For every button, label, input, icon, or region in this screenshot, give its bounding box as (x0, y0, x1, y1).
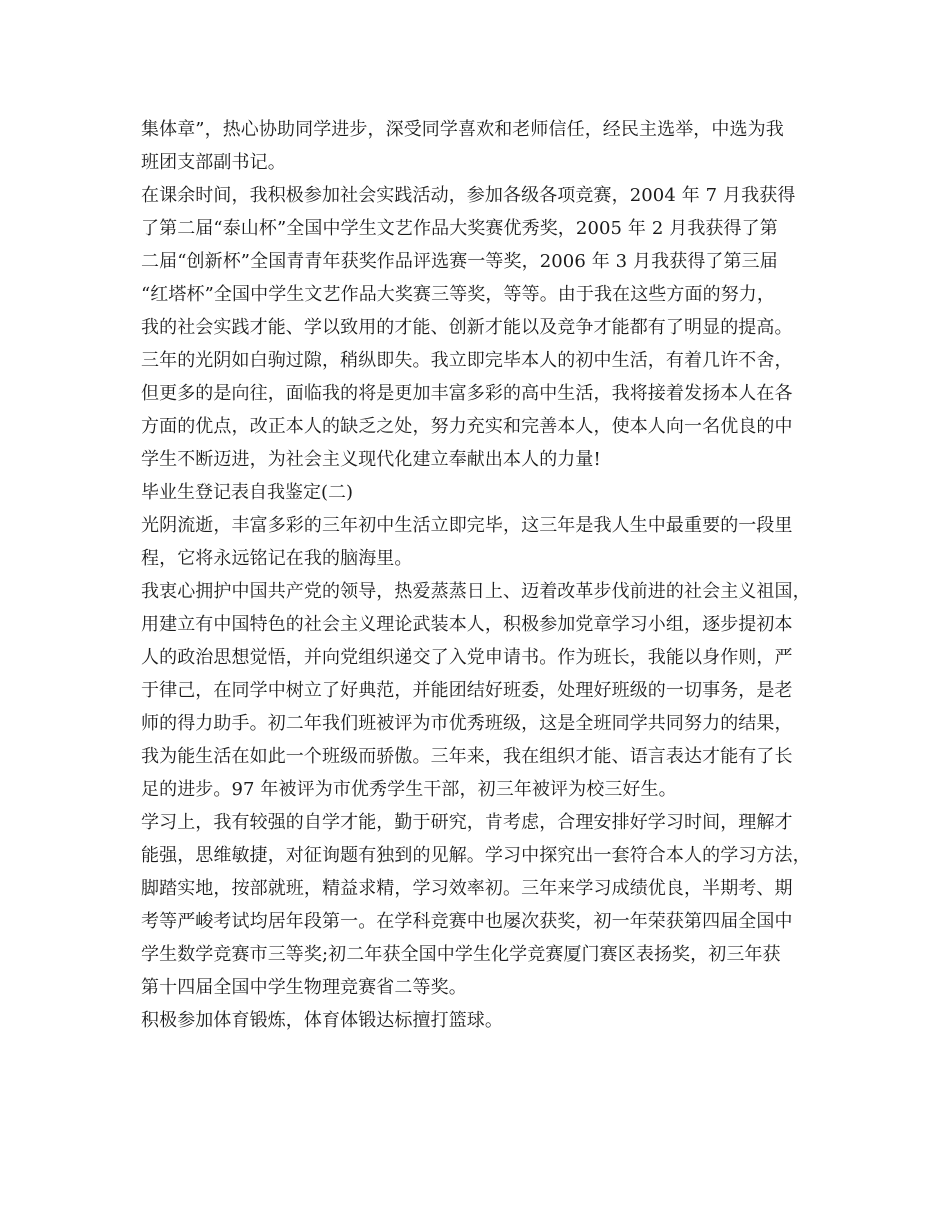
text-line: 积极参加体育锻炼，体育体锻达标擅打篮球。 (141, 1010, 503, 1031)
text-line: 集体章”，热心协助同学进步，深受同学喜欢和老师信任，经民主选举，中选为我 (141, 119, 784, 140)
text-line: 足的进步。97 年被评为市优秀学生干部，初三年被评为校三好生。 (141, 779, 677, 800)
text-line: 但更多的是向往，面临我的将是更加丰富多彩的高中生活，我将接着发扬本人在各 (141, 383, 793, 404)
text-line: 学习上，我有较强的自学才能，勤于研究，肯考虑，合理安排好学习时间，理解才 (141, 812, 793, 833)
text-line: 考等严峻考试均居年段第一。在学科竞赛中也屡次获奖，初一年荣获第四届全国中 (141, 911, 793, 932)
document-body (141, 113, 831, 1037)
text-line: “红塔杯”全国中学生文艺作品大奖赛三等奖，等等。由于我在这些方面的努力， (141, 284, 776, 305)
text-line: 光阴流逝，丰富多彩的三年初中生活立即完毕，这三年是我人生中最重要的一段里 (141, 515, 793, 536)
text-line: 人的政治思想觉悟，并向党组织递交了入党申请书。作为班长，我能以身作则，严 (141, 647, 793, 668)
text-line: 脚踏实地，按部就班，精益求精，学习效率初。三年来学习成绩优良，半期考、期 (141, 878, 793, 899)
text-line: 我为能生活在如此一个班级而骄傲。三年来，我在组织才能、语言表达才能有了长 (141, 746, 793, 767)
text-line: 学生数学竞赛市三等奖;初二年获全国中学生化学竞赛厦门赛区表扬奖，初三年获 (141, 944, 781, 965)
text-line: 第十四届全国中学生物理竞赛省二等奖。 (141, 977, 467, 998)
text-line: 我衷心拥护中国共产党的领导，热爱蒸蒸日上、迈着改革步伐前进的社会主义祖国， (141, 581, 811, 602)
text-line: 能强，思维敏捷，对征询题有独到的见解。学习中探究出一套符合本人的学习方法， (141, 845, 811, 866)
text-line: 学生不断迈进，为社会主义现代化建立奉献出本人的力量! (141, 449, 601, 470)
text-line: 我的社会实践才能、学以致用的才能、创新才能以及竞争才能都有了明显的提高。 (141, 317, 793, 338)
text-line: 于律己，在同学中树立了好典范，并能团结好班委，处理好班级的一切事务，是老 (141, 680, 793, 701)
text-line: 了第二届“泰山杯”全国中学生文艺作品大奖赛优秀奖，2005 年 2 月我获得了第 (141, 218, 778, 239)
text-line: 二届“创新杯”全国青青年获奖作品评选赛一等奖，2006 年 3 月我获得了第三届 (141, 251, 778, 272)
text-line: 方面的优点，改正本人的缺乏之处，努力充实和完善本人，使本人向一名优良的中 (141, 416, 793, 437)
text-line: 用建立有中国特色的社会主义理论武装本人，积极参加党章学习小组，逐步提初本 (141, 614, 793, 635)
text-line: 三年的光阴如白驹过隙，稍纵即失。我立即完毕本人的初中生活，有着几许不舍， (141, 350, 793, 371)
text-line: 在课余时间，我积极参加社会实践活动，参加各级各项竞赛，2004 年 7 月我获得 (141, 185, 796, 206)
text-line: 师的得力助手。初二年我们班被评为市优秀班级，这是全班同学共同努力的结果， (141, 713, 793, 734)
section-heading: 毕业生登记表自我鉴定(二) (141, 482, 354, 503)
text-line: 班团支部副书记。 (141, 152, 286, 173)
text-line: 程，它将永远铭记在我的脑海里。 (141, 548, 413, 569)
